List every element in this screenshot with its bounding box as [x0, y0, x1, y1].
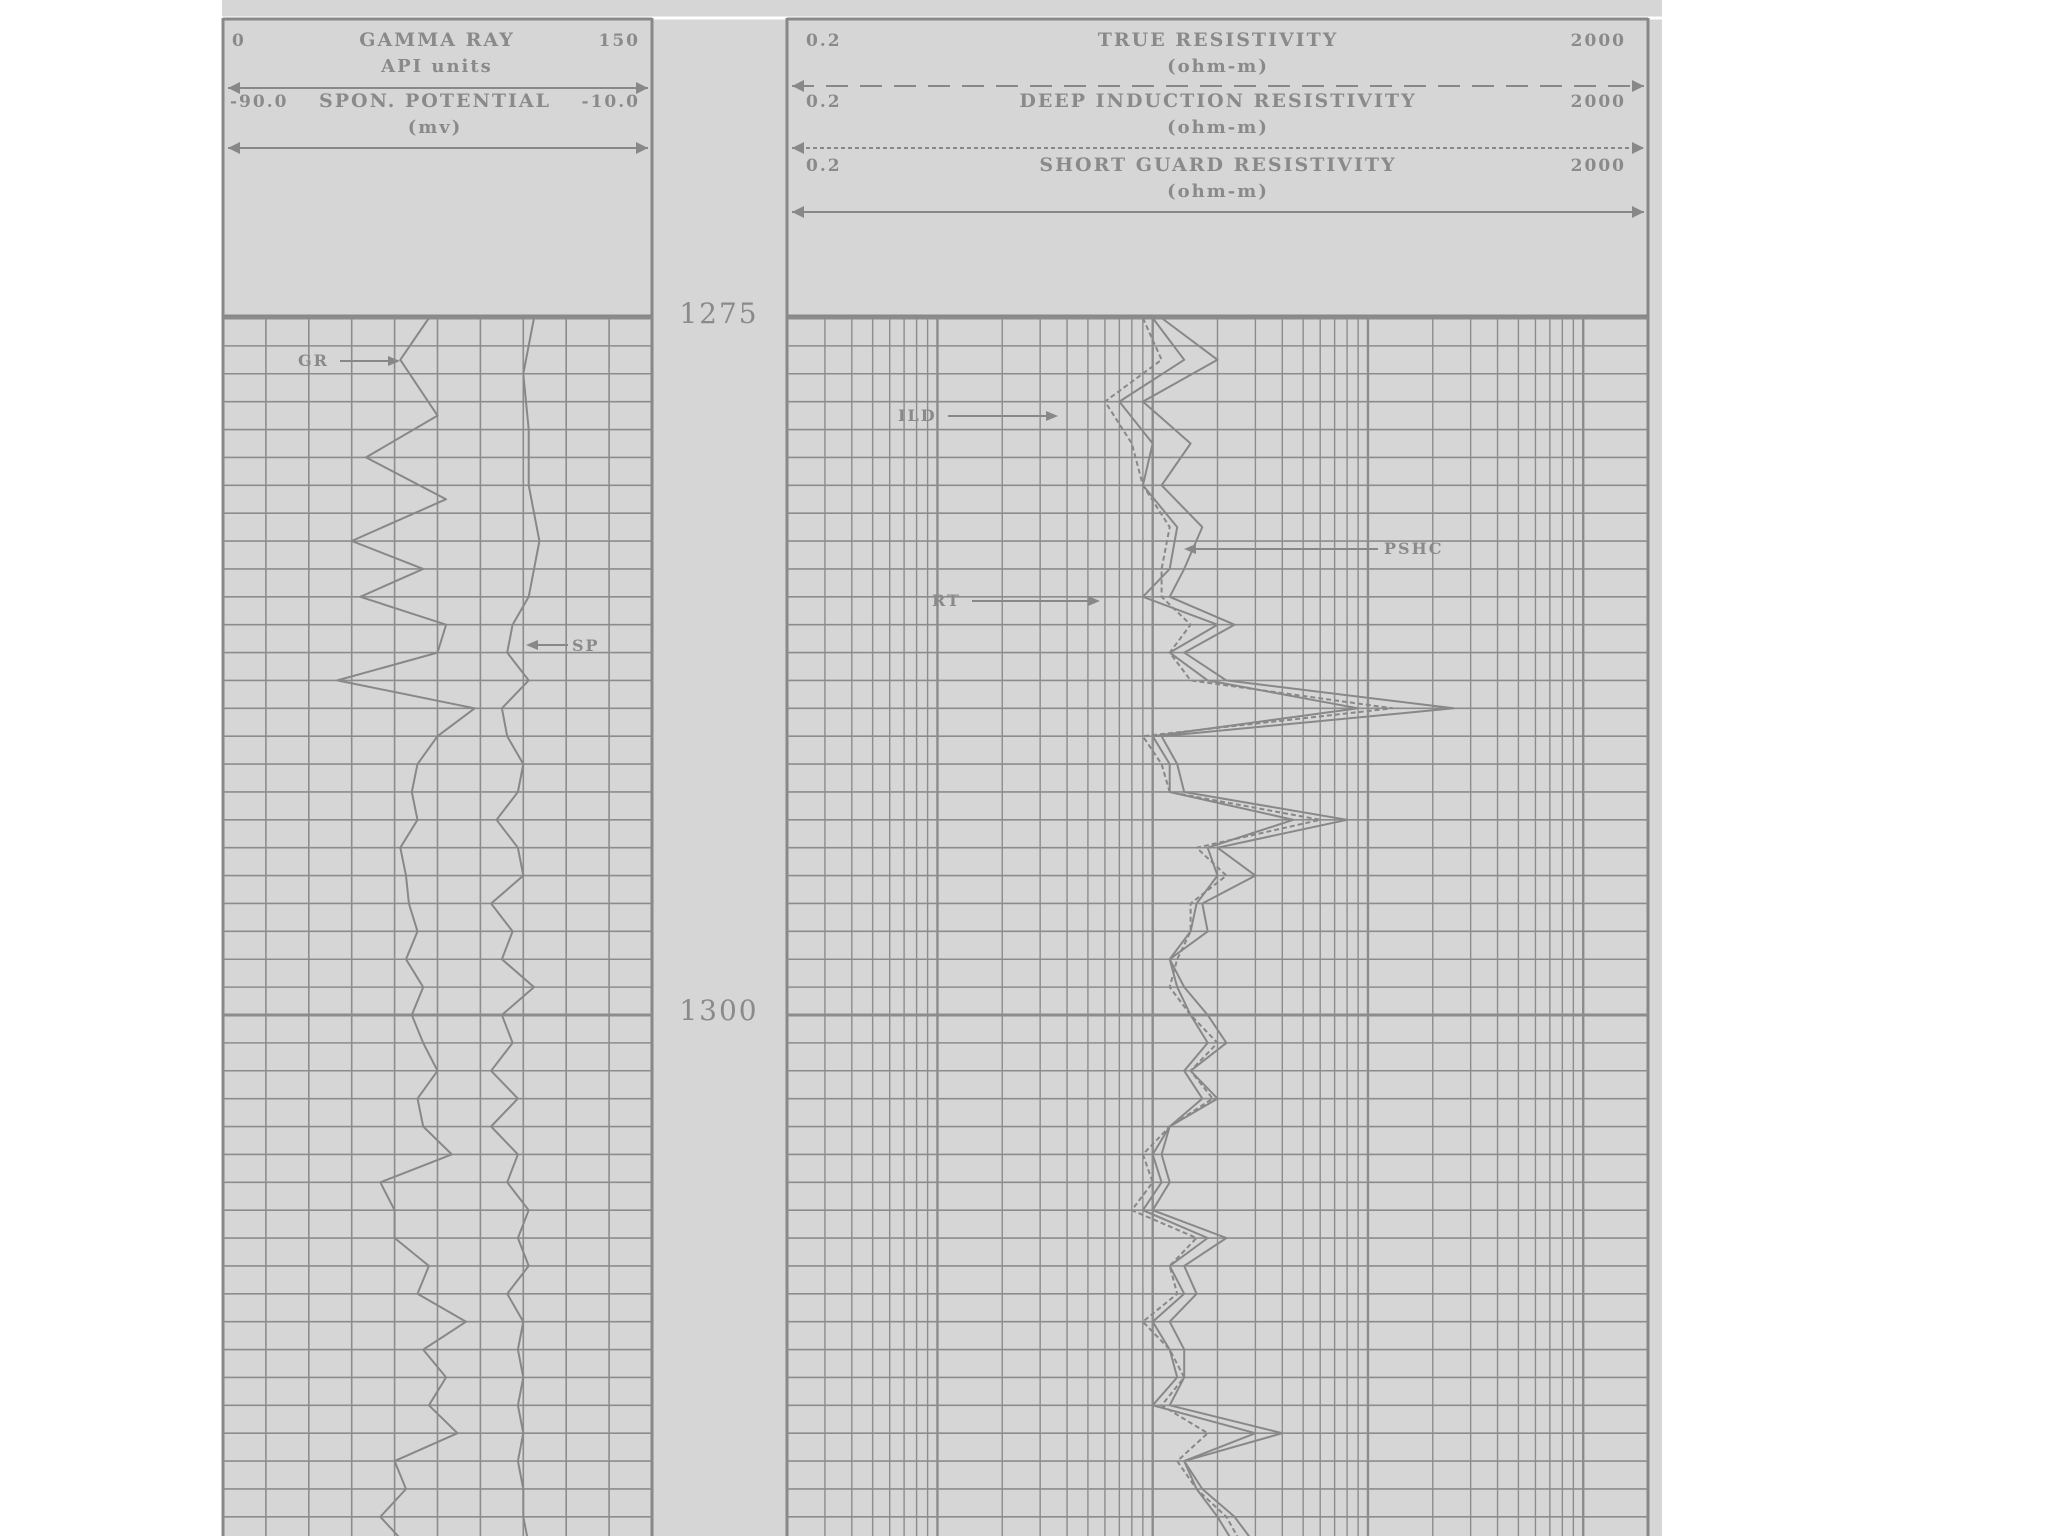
- sp-curve-label: SP: [572, 636, 600, 655]
- rt-unit: (ohm-m): [1167, 56, 1269, 77]
- sgr-title: SHORT GUARD RESISTIVITY: [1039, 154, 1397, 176]
- sgr-right-value: 2000: [1570, 156, 1626, 176]
- gr-right-value: 150: [598, 31, 640, 51]
- ild-right-value: 2000: [1570, 92, 1626, 112]
- rt-left-value: 0.2: [806, 31, 842, 51]
- ild-left-value: 0.2: [806, 92, 842, 112]
- ild-curve-label: ILD: [898, 406, 937, 425]
- gr-left-value: 0: [232, 31, 246, 51]
- gr-unit: API units: [381, 56, 493, 77]
- depth-label-1300: 1300: [679, 994, 759, 1027]
- rt-right-value: 2000: [1570, 31, 1626, 51]
- pshc-curve-label: PSHC: [1384, 539, 1444, 558]
- sp-unit: (mv): [407, 117, 463, 138]
- gr-title: GAMMA RAY: [359, 29, 515, 51]
- sgr-left-value: 0.2: [806, 156, 842, 176]
- gr-curve-label: GR: [298, 351, 329, 370]
- track2-grid: [787, 318, 1648, 1536]
- rt-title: TRUE RESISTIVITY: [1097, 29, 1339, 51]
- depth-label-1275: 1275: [679, 297, 759, 330]
- rt-curve-label: RT: [932, 591, 961, 610]
- ild-unit: (ohm-m): [1167, 117, 1269, 138]
- sp-title: SPON. POTENTIAL: [319, 90, 551, 112]
- sgr-unit: (ohm-m): [1167, 181, 1269, 202]
- sp-right-value: -10.0: [581, 92, 640, 112]
- ild-title: DEEP INDUCTION RESISTIVITY: [1019, 90, 1417, 112]
- sp-left-value: -90.0: [230, 92, 289, 112]
